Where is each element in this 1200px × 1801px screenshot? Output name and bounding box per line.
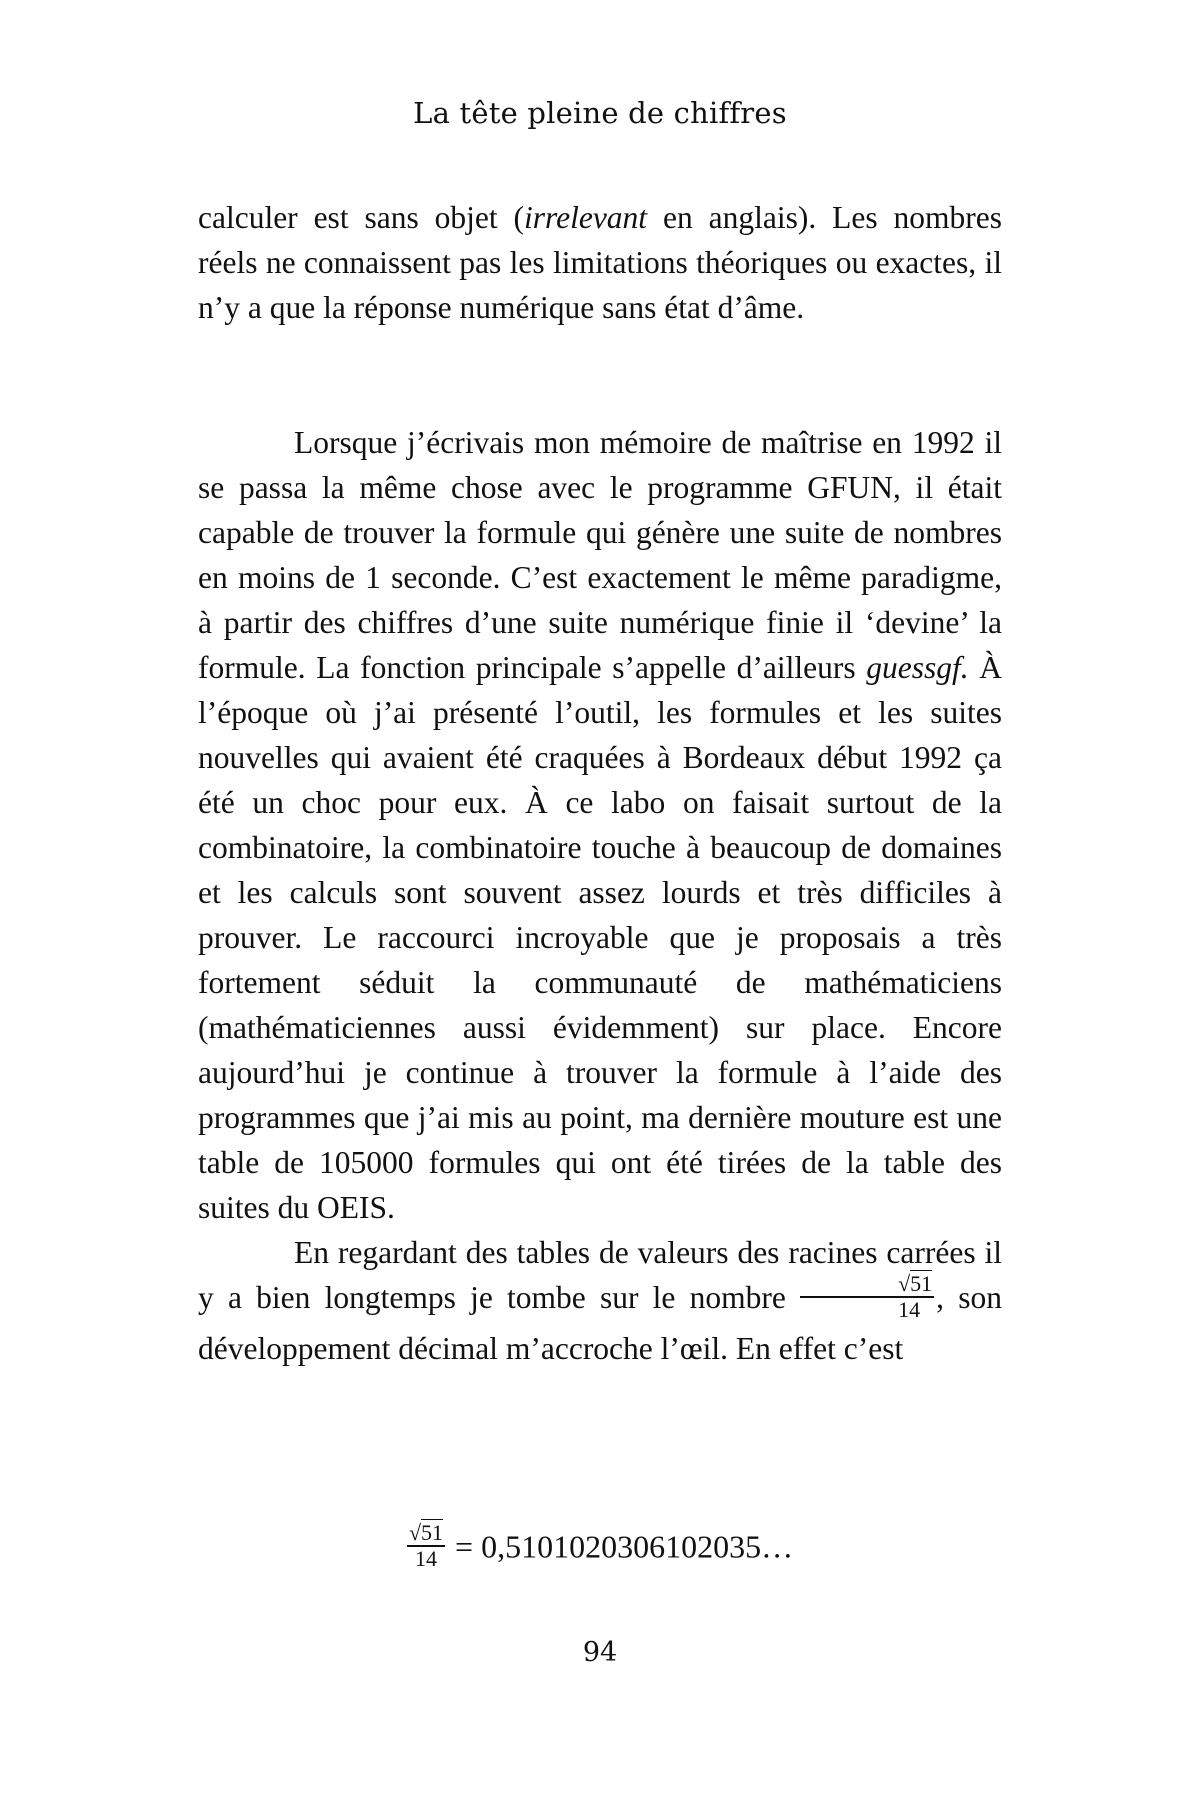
page-number: 94 xyxy=(582,1637,618,1668)
equation-fraction: $\frac{√51}{14}$ xyxy=(408,1520,444,1571)
paragraph-3: En regardant des tables de valeurs des racines carrées il y a bien longtemps je tombe sur le nombre $\frac{√51}{14}$ , son développement décimal m’accroche l’œil. En effet c’est xyxy=(198,1235,1002,1366)
body-text xyxy=(198,420,1002,1371)
inline-fraction: $\frac{√51}{14}$ xyxy=(800,1272,934,1322)
sqrt-symbol: √ xyxy=(408,1520,422,1545)
sqrt-symbol: √ xyxy=(898,1270,911,1296)
equation-rhs: = 0,5101020306102035… xyxy=(455,1528,794,1565)
running-header: La tête pleine de chiffres xyxy=(413,96,787,130)
paragraph-1: calculer est sans objet (irrelevant en anglais). Les nombres réels ne connaissent pas les limitations théoriques ou exactes, il n’y a que la réponse numérique sans état d’âme. xyxy=(198,200,1002,325)
display-equation xyxy=(0,1520,1200,1575)
paragraph-continued xyxy=(198,195,1002,330)
paragraph-2: Lorsque j’écrivais mon mémoire de maîtrise en 1992 il se passa la même chose avec le programme GFUN, il était capable de trouver la formule qui génère une suite de nombres en moins de 1 seconde. C’est exactement le même paradigme, à partir des chiffres d’une suite numérique finie il ‘devine’ la formule. La fonction principale s’appelle d’ailleurs guessgf. À l’époque où j’ai présenté l’outil, les formules et les suites nouvelles qui avaient été craquées à Bordeaux début 1992 ça été un choc pour eux. À ce labo on faisait surtout de la combinatoire, la combinatoire touche à beaucoup de domaines et les calculs sont souvent assez lourds et très difficiles à prouver. Le raccourci incroyable que je proposais a très fortement séduit la communauté de mathématiciens (mathématiciennes aussi évidemment) sur place. Encore aujourd’hui je continue à trouver la formule à l’aide des programmes que j’ai mis au point, ma dernière mouture est une table de 105000 formules qui ont été tirées de la table des suites du OEIS. xyxy=(198,425,1002,1225)
